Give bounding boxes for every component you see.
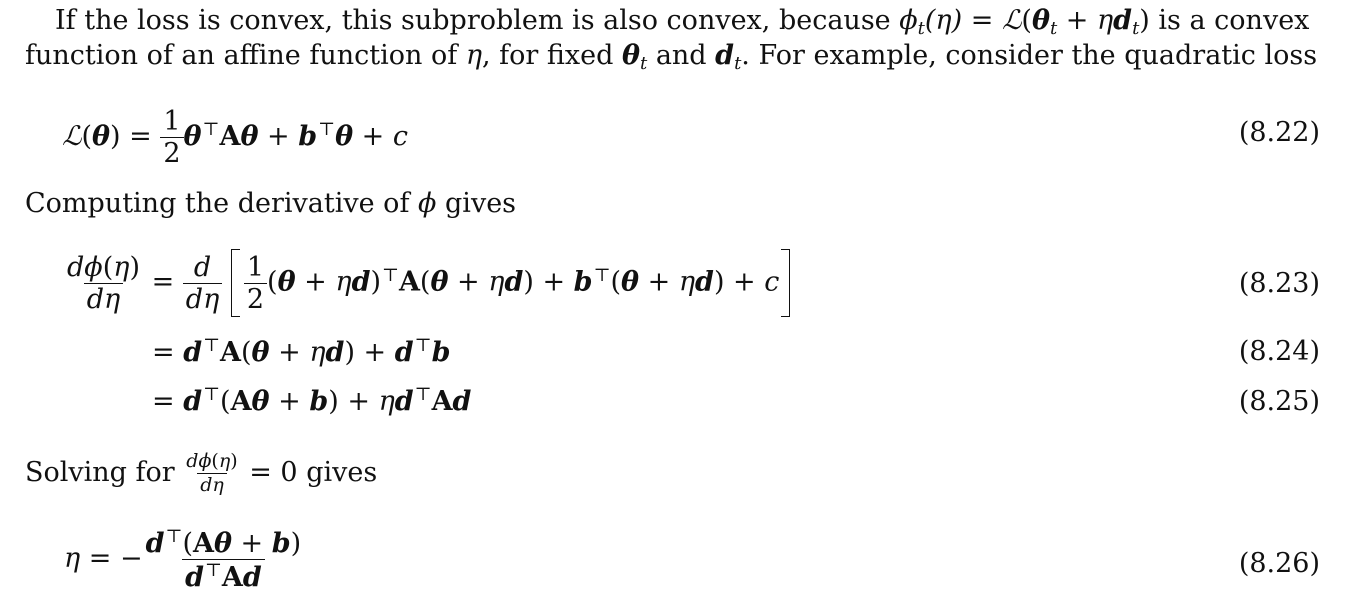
inline-derivative-fraction: $\frac{d\phi(\eta)}{d\eta}$ [186, 450, 238, 496]
paragraph-1-text-c: function of an affine function of [25, 40, 466, 71]
paragraph-1-text-b: is a convex [1149, 5, 1310, 36]
equation-8-24: = d⊤A(θ + ηd) + d⊤b [152, 335, 451, 368]
equation-8-23: $\frac{d\phi(\eta)}{d\eta}$ = $\frac{d}{d\eta}$ $\frac{1}{2}$ (θ + ηd)⊤A(θ + ηd) + b⊤(θ + ηd) + c [64, 249, 790, 317]
equation-8-26: η = − $\frac{d^⊤(A\theta + b)}{d^⊤Ad}$ [64, 526, 302, 593]
equation-number-8-22: (8.22) [1238, 117, 1320, 148]
equation-8-25: = d⊤(Aθ + b) + ηd⊤Ad [152, 384, 472, 417]
equation-number-8-24: (8.24) [1238, 336, 1320, 367]
paragraph-3-text-b: = 0 gives [240, 457, 378, 488]
paragraph-2-text-b: gives [436, 188, 517, 219]
paragraph-3-text-a: Solving for [25, 457, 184, 488]
paragraph-1-line-2: function of an affine function of η, for fixed $\theta_t$ and $d_t$. For example, consider the quadratic loss [25, 40, 1318, 74]
phi-t-eta: $\phi_t(\eta)$ [899, 5, 963, 39]
paragraph-1-line-1: If the loss is convex, this subproblem is also convex, because $\phi_t(\eta)$ = $ℒ(\theta_t + \eta d_t)$ is a convex [55, 5, 1310, 39]
paragraph-1-text-d: , for fixed [482, 40, 622, 71]
equation-8-22: ℒ(θ) = $\frac{1}{2}$ θ⊤Aθ + b⊤θ + c [62, 106, 409, 169]
equation-number-8-25: (8.25) [1238, 386, 1320, 417]
paragraph-1-text-f: . For example, consider the quadratic loss [741, 40, 1318, 71]
paragraph-2-text-a: Computing the derivative of [25, 188, 419, 219]
equation-number-8-23: (8.23) [1238, 268, 1320, 299]
paragraph-1-text-e: and [647, 40, 716, 71]
paragraph-1-text-a: If the loss is convex, this subproblem is also convex, because [55, 5, 900, 36]
paragraph-3 [25, 452, 377, 495]
paragraph-2: Computing the derivative of ϕ gives [25, 188, 517, 219]
loss-symbol: ℒ [1001, 5, 1022, 36]
equation-number-8-26: (8.26) [1238, 548, 1320, 579]
